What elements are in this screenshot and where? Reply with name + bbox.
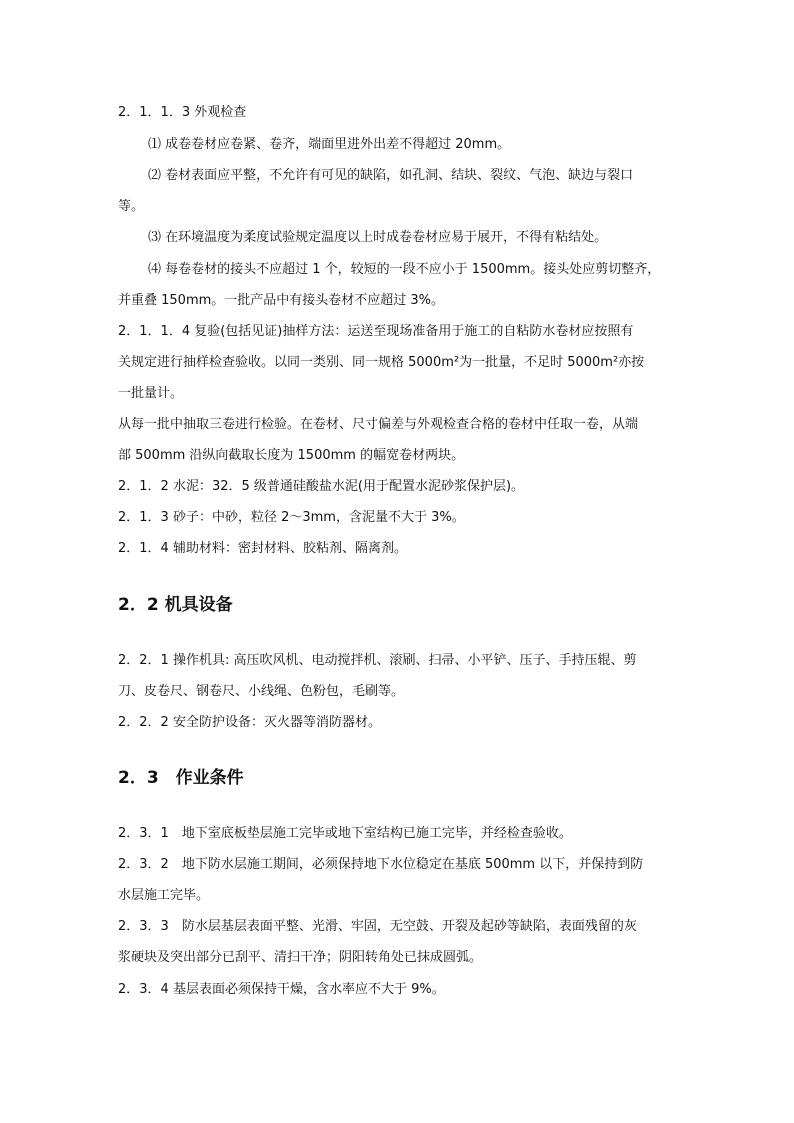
- paragraph-condition-2: 2．3．2 地下防水层施工期间，必须保持地下水位稳定在基底 500mm 以下，并保持到防: [118, 857, 644, 872]
- section-heading-work-conditions: 2．3 作业条件: [118, 768, 244, 788]
- paragraph-item-2: ⑵ 卷材表面应平整，不允许有可见的缺陷，如孔洞、结块、裂纹、气泡、缺边与裂口: [148, 168, 634, 183]
- paragraph-sampling-cont-1: 关规定进行抽样检查验收。以同一类别、同一规格 5000m²为一批量，不足时 5000m²亦按: [118, 355, 645, 370]
- paragraph-sampling-detail: 从每一批中抽取三卷进行检验。在卷材、尺寸偏差与外观检查合格的卷材中任取一卷，从端: [118, 417, 639, 432]
- paragraph-cement: 2．1．2 水泥：32．5 级普通硅酸盐水泥(用于配置水泥砂浆保护层)。: [118, 479, 525, 494]
- paragraph-sampling: 2．1．1．4 复验(包括见证)抽样方法：运送至现场准备用于施工的自粘防水卷材应按照有: [118, 324, 634, 339]
- paragraph-condition-3: 2．3．3 防水层基层表面平整、光滑、牢固，无空鼓、开裂及起砂等缺陷，表面残留的灰: [118, 919, 637, 934]
- paragraph-item-2-cont: 等。: [118, 199, 145, 214]
- paragraph-condition-4: 2．3．4 基层表面必须保持干燥，含水率应不大于 9%。: [118, 982, 445, 997]
- subsection-heading-appearance-check: 2．1．1．3 外观检查: [118, 105, 247, 120]
- paragraph-safety-equipment: 2．2．2 安全防护设备：灭火器等消防器材。: [118, 715, 381, 730]
- paragraph-item-1: ⑴ 成卷卷材应卷紧、卷齐，端面里进外出差不得超过 20mm。: [148, 137, 511, 152]
- paragraph-operating-tools: 2．2．1 操作机具: 高压吹风机、电动搅拌机、滚刷、扫帚、小平铲、压子、手持压辊、剪: [118, 653, 637, 668]
- paragraph-condition-1: 2．3．1 地下室底板垫层施工完毕或地下室结构已施工完毕，并经检查验收。: [118, 826, 572, 841]
- paragraph-operating-tools-cont: 刀、皮卷尺、钢卷尺、小线绳、色粉包，毛刷等。: [118, 684, 405, 699]
- paragraph-sand: 2．1．3 砂子：中砂，粒径 2～3mm，含泥量不大于 3%。: [118, 510, 465, 525]
- paragraph-sampling-cont-2: 一批量计。: [118, 386, 184, 401]
- paragraph-item-4: ⑷ 每卷卷材的接头不应超过 1 个，较短的一段不应小于 1500mm。接头处应剪切整齐，: [148, 262, 661, 277]
- paragraph-item-3: ⑶ 在环境温度为柔度试验规定温度以上时成卷卷材应易于展开，不得有粘结处。: [148, 230, 608, 245]
- section-heading-equipment: 2．2 机具设备: [118, 595, 233, 615]
- paragraph-sampling-detail-cont: 部 500mm 沿纵向截取长度为 1500mm 的幅宽卷材两块。: [118, 448, 465, 463]
- paragraph-condition-2-cont: 水层施工完毕。: [118, 888, 210, 903]
- paragraph-condition-3-cont: 浆硬块及突出部分已刮平、清扫干净；阴阳转角处已抹成圆弧。: [118, 950, 483, 965]
- paragraph-auxiliary-materials: 2．1．4 辅助材料：密封材料、胶粘剂、隔离剂。: [118, 541, 407, 556]
- paragraph-item-4-cont: 并重叠 150mm。一批产品中有接头卷材不应超过 3%。: [118, 293, 445, 308]
